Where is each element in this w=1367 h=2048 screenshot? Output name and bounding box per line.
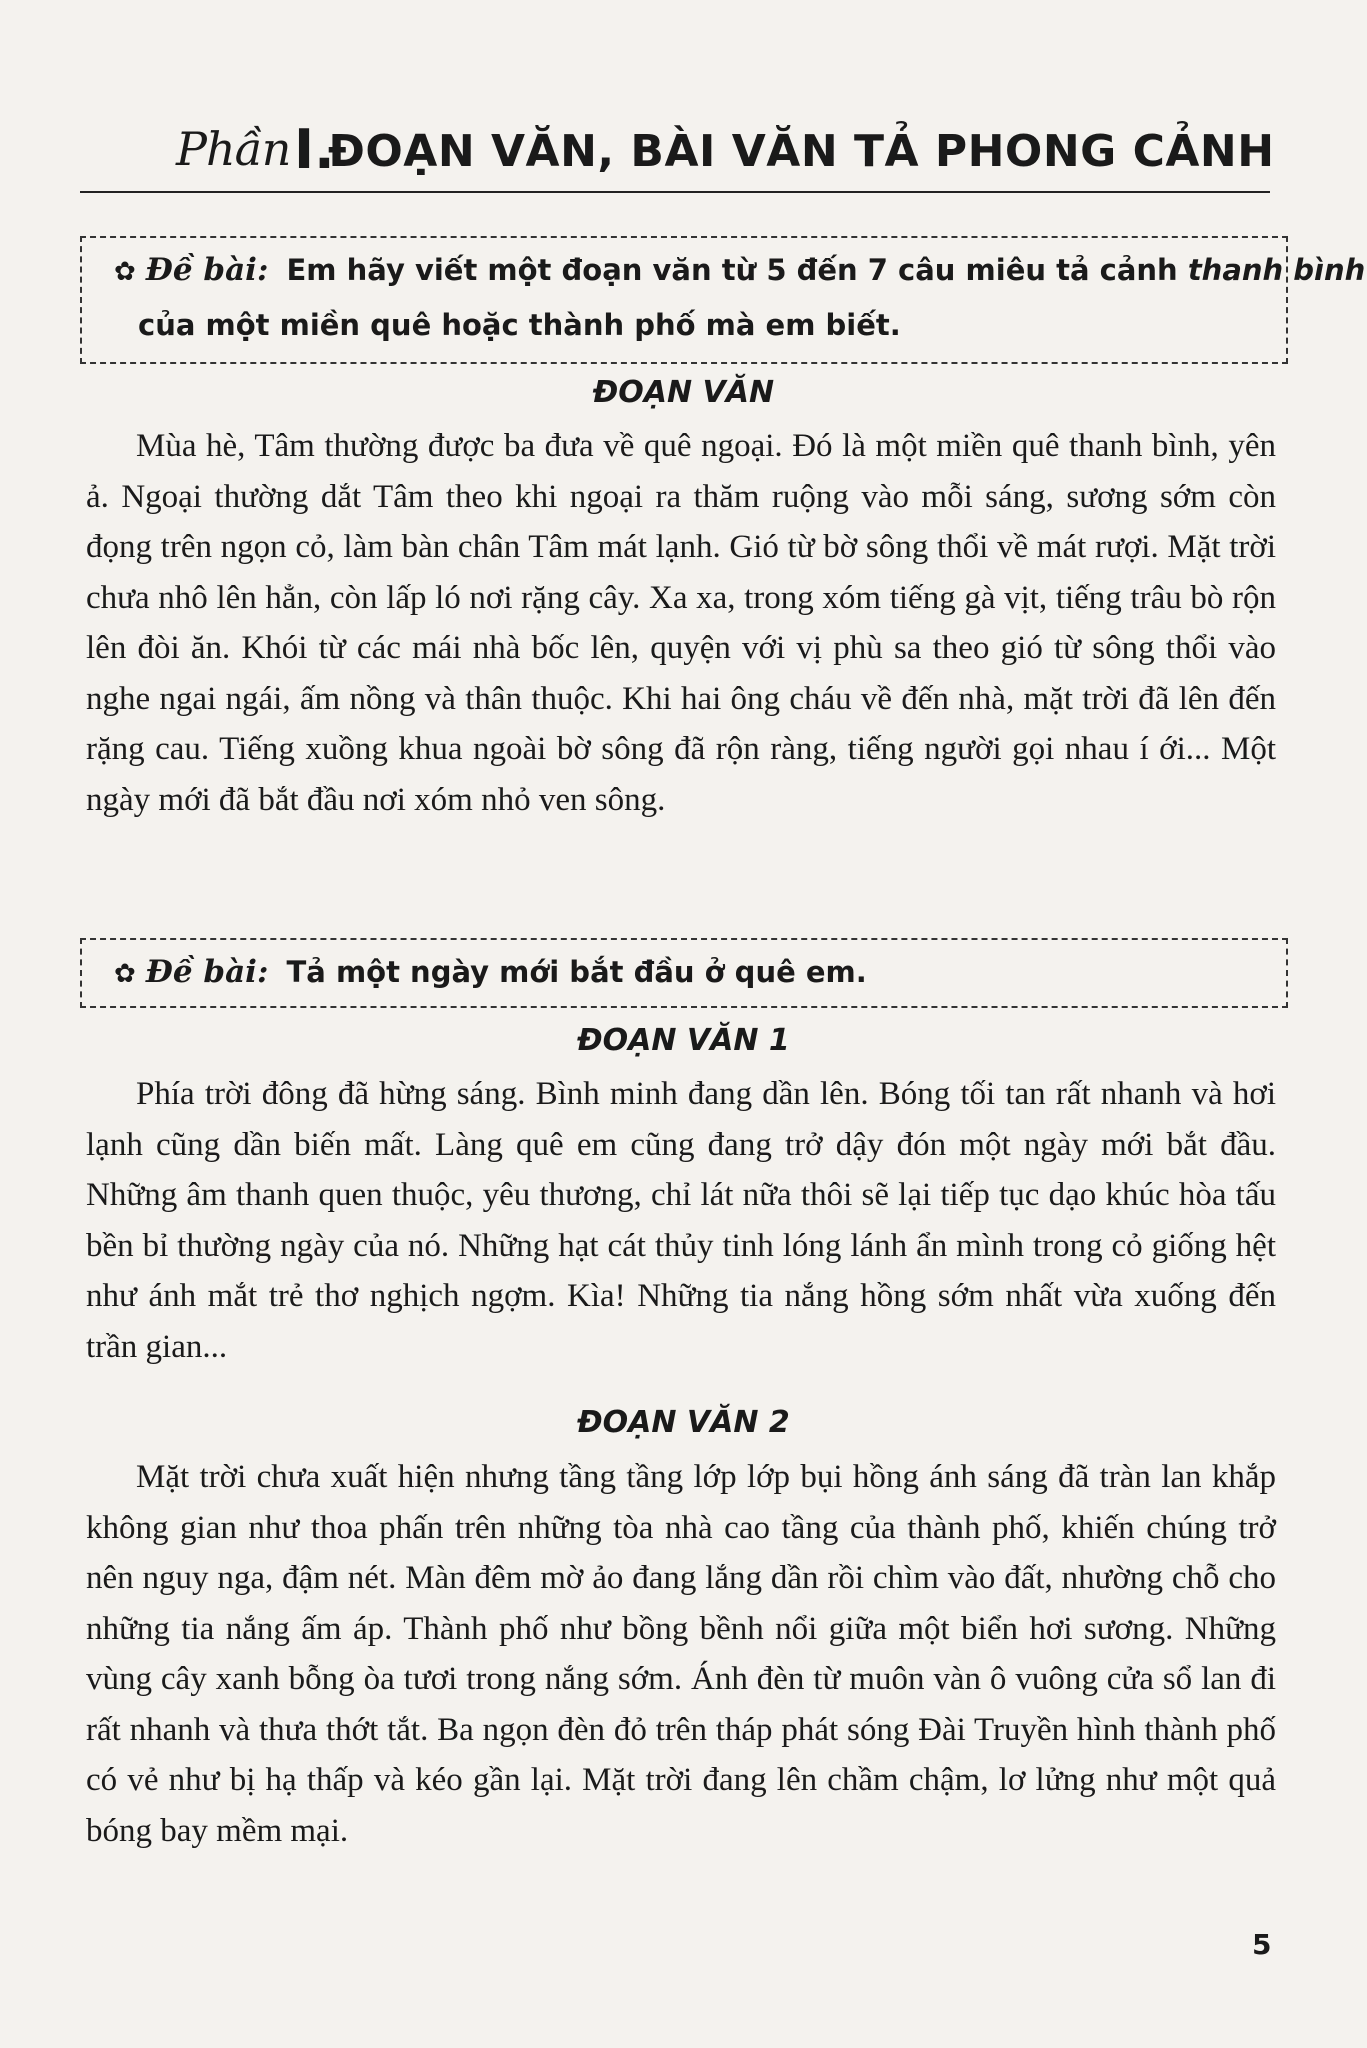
task-1-text-part1: Em hãy viết một đoạn văn từ 5 đến 7 câu miêu tả cảnh: [286, 253, 1178, 287]
section-3-heading: ĐOẠN VĂN 2: [577, 1405, 790, 1440]
task-2-label: Đề bài:: [145, 954, 269, 990]
part-word: Phần: [176, 122, 291, 176]
task-1-label: Đề bài:: [145, 252, 269, 288]
flower-icon: ✿: [114, 959, 136, 989]
task-1-line-2: của một miền quê hoặc thành phố mà em biết.: [138, 308, 901, 342]
section-1-heading: ĐOẠN VĂN: [592, 375, 775, 410]
section-1-paragraph: Mùa hè, Tâm thường được ba đưa về quê ngoại. Đó là một miền quê thanh bình, yên ả. Ngoại thường dắt Tâm theo khi ngoại ra thăm ruộng vào mỗi sáng, sương sớm còn đọng trên ngọn cỏ, làm bàn chân Tâm mát lạnh. Gió từ bờ sông thổi về mát rượi. Mặt trời chưa nhô lên hẳn, còn lấp ló nơi rặng cây. Xa xa, trong xóm tiếng gà vịt, tiếng trâu bò rộn lên đòi ăn. Khói từ các mái nhà bốc lên, quyện với vị phù sa theo gió từ sông thổi vào nghe ngai ngái, ấm nồng và thân thuộc. Khi hai ông cháu về đến nhà, mặt trời đã lên đến rặng cau. Tiếng xuồng khua ngoài bờ sông đã rộn ràng, tiếng người gọi nhau í ới... Một ngày mới đã bắt đầu nơi xóm nhỏ ven sông.: [86, 428, 1276, 818]
part-header: [176, 118, 1275, 198]
section-2-heading: ĐOẠN VĂN 1: [577, 1023, 790, 1058]
section-2-paragraph: Phía trời đông đã hừng sáng. Bình minh đang dần lên. Bóng tối tan rất nhanh và hơi lạnh cũng dần biến mất. Làng quê em cũng đang trở dậy đón một ngày mới bắt đầu. Những âm thanh quen thuộc, yêu thương, chỉ lát nữa thôi sẽ lại tiếp tục dạo khúc hòa tấu bền bỉ thường ngày của nó. Những hạt cát thủy tinh lóng lánh ẩn mình trong cỏ giống hệt như ánh mắt trẻ thơ nghịch ngợm. Kìa! Những tia nắng hồng sớm nhất vừa xuống đến trần gian...: [86, 1076, 1276, 1365]
task-2-text: Tả một ngày mới bắt đầu ở quê em.: [286, 955, 867, 989]
part-numeral: I.: [294, 118, 335, 181]
task-1-line-1: [114, 252, 1365, 288]
page-number: 5: [1252, 1928, 1272, 1961]
task-box-2: [80, 938, 1288, 1008]
part-title: ĐOẠN VĂN, BÀI VĂN TẢ PHONG CẢNH: [328, 126, 1275, 177]
task-1-text-emphasis: thanh bình: [1187, 253, 1366, 287]
section-3-paragraph: Mặt trời chưa xuất hiện nhưng tầng tầng lớp lớp bụi hồng ánh sáng đã tràn lan khắp không gian như thoa phấn trên những tòa nhà cao tầng của thành phố, khiến chúng trở nên nguy nga, đậm nét. Màn đêm mờ ảo đang lắng dần rồi chìm vào đất, nhường chỗ cho những tia nắng ấm áp. Thành phố như bồng bềnh nổi giữa một biển hơi sương. Những vùng cây xanh bỗng òa tươi trong nắng sớm. Ánh đèn từ muôn vàn ô vuông cửa sổ lan đi rất nhanh và thưa thớt tắt. Ba ngọn đèn đỏ trên tháp phát sóng Đài Truyền hình thành phố có vẻ như bị hạ thấp và kéo gần lại. Mặt trời đang lên chầm chậm, lơ lửng như một quả bóng bay mềm mại.: [86, 1459, 1276, 1849]
task-box-1: [80, 236, 1366, 364]
header-divider: [80, 191, 1270, 193]
task-2-line: [114, 954, 867, 990]
flower-icon: ✿: [114, 257, 136, 287]
